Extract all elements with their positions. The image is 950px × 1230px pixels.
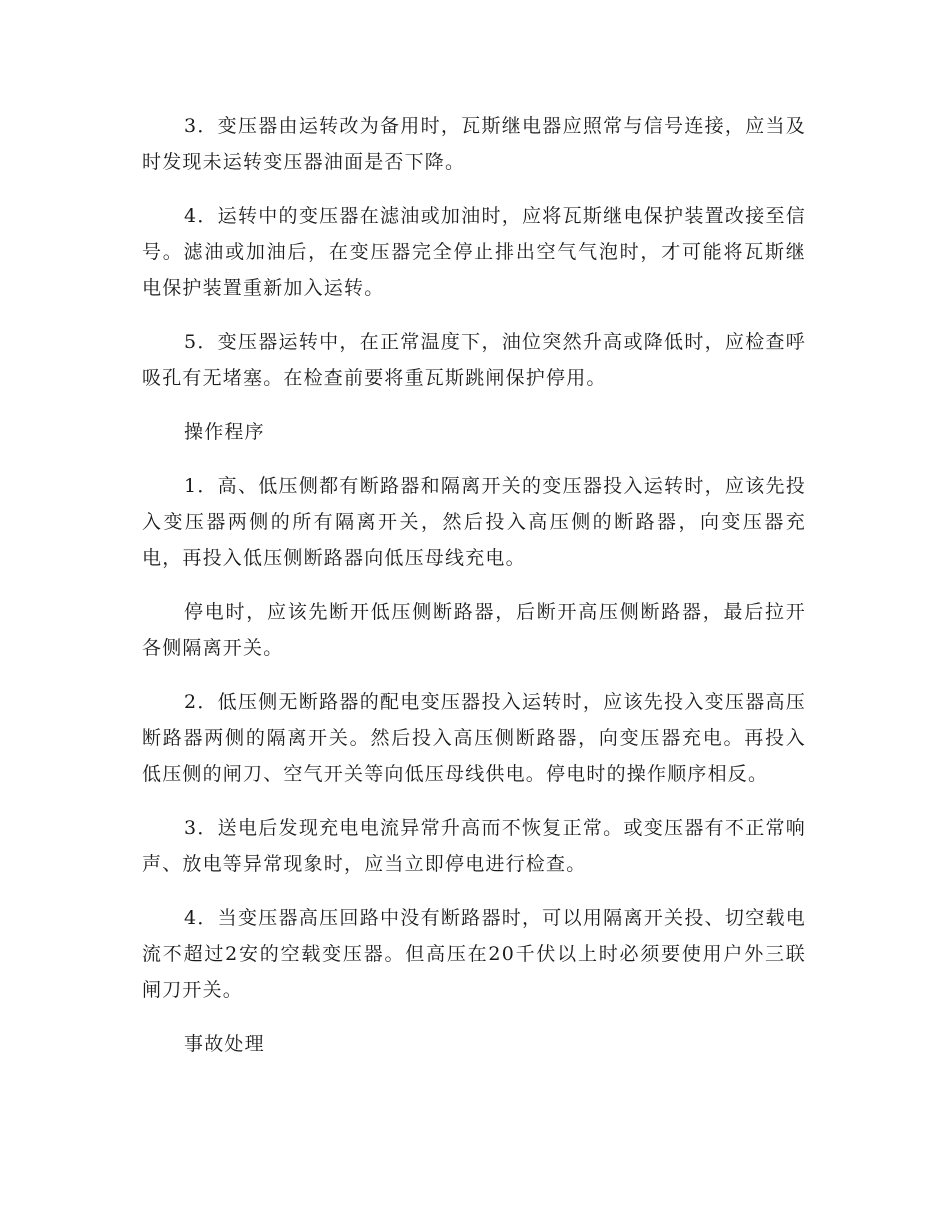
section-heading-accident: 事故处理: [184, 1033, 265, 1055]
paragraph-gap: [142, 396, 806, 414]
paragraph-item-3-standby: 3．变压器由运转改为备用时，瓦斯继电器应照常与信号连接，应当及时发现未运转变压器油面是否下降。: [142, 115, 806, 173]
document-page: [142, 108, 806, 1062]
section-heading-operation: 操作程序: [184, 421, 265, 443]
paragraph-op-4: 4．当变压器高压回路中没有断路器时，可以用隔离开关投、切空载电流不超过2安的空载变压器。但高压在20千伏以上时必须要使用户外三联闸刀开关。: [142, 907, 806, 1001]
paragraph-op-power-off: 停电时，应该先断开低压侧断路器，后断开高压侧断路器，最后拉开各侧隔离开关。: [142, 601, 806, 659]
paragraph-gap: [142, 882, 806, 900]
paragraph-gap: [142, 180, 806, 198]
paragraph-gap: [142, 792, 806, 810]
paragraph-op-3: 3．送电后发现充电电流异常升高而不恢复正常。或变压器有不正常响声、放电等异常现象时，应当立即停电进行检查。: [142, 817, 806, 875]
paragraph-gap: [142, 306, 806, 324]
paragraph-item-5-oil-level: 5．变压器运转中，在正常温度下，油位突然升高或降低时，应检查呼吸孔有无堵塞。在检查前要将重瓦斯跳闸保护停用。: [142, 331, 806, 389]
paragraph-op-1: 1．高、低压侧都有断路器和隔离开关的变压器投入运转时，应该先投入变压器两侧的所有隔离开关，然后投入高压侧的断路器，向变压器充电，再投入低压侧断路器向低压母线充电。: [142, 475, 806, 569]
paragraph-gap: [142, 576, 806, 594]
paragraph-gap: [142, 1008, 806, 1026]
paragraph-gap: [142, 666, 806, 684]
paragraph-item-4-oil-filtering: 4．运转中的变压器在滤油或加油时，应将瓦斯继电保护装置改接至信号。滤油或加油后，在变压器完全停止排出空气气泡时，才可能将瓦斯继电保护装置重新加入运转。: [142, 205, 806, 299]
paragraph-op-2: 2．低压侧无断路器的配电变压器投入运转时，应该先投入变压器高压断路器两侧的隔离开关。然后投入高压侧断路器，向变压器充电。再投入低压侧的闸刀、空气开关等向低压母线供电。停电时的操作顺序相反。: [142, 691, 806, 785]
paragraph-gap: [142, 450, 806, 468]
